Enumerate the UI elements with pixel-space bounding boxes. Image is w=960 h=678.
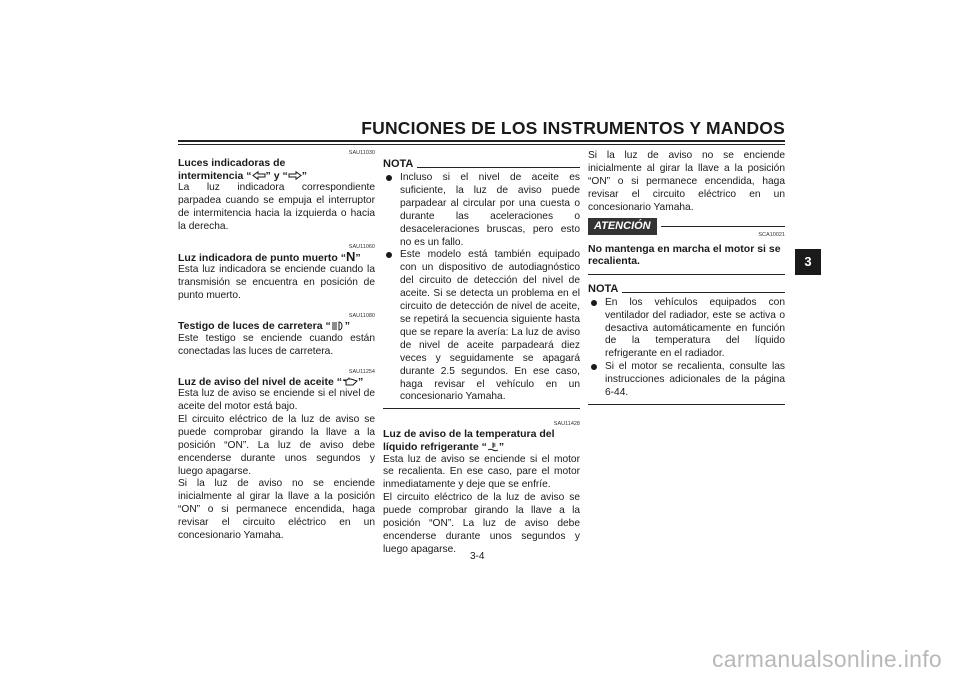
section-tab: 3 xyxy=(795,249,821,275)
header-rule-thin xyxy=(178,144,785,145)
left-arrow-icon xyxy=(252,171,266,180)
section-heading: Luz de aviso de la temperatura del líquido refrigerante “ ” xyxy=(383,428,555,453)
section-body: Este testigo se enciende cuando están conectadas las luces de carretera. xyxy=(178,332,375,357)
high-beam-icon xyxy=(331,321,345,331)
section-code: SAU11428 xyxy=(553,421,580,428)
section-code: SAU11060 xyxy=(348,243,375,250)
section-code: SAU11254 xyxy=(348,368,375,375)
atencion-end-rule xyxy=(588,274,785,275)
column-2 xyxy=(383,150,580,567)
page-number: 3-4 xyxy=(470,551,485,562)
right-arrow-icon xyxy=(288,171,302,180)
high-beam-section xyxy=(178,313,375,358)
section-body: Si la luz de aviso no se enciende inicialmente al girar la llave a la posición “ON” o si permanece encendida, haga revisar el circuito eléctrico en un concesionario Yamaha. xyxy=(178,478,375,542)
section-body: Si la luz de aviso no se enciende inicialmente al girar la llave a la posición “ON” o si permanece encendida, haga revisar el circuito eléctrico en un concesionario Yamaha. xyxy=(588,150,785,213)
list-item: Si el motor se recalienta, consulte las instrucciones adicionales de la página 6-44. xyxy=(588,361,785,400)
nota-heading: NOTA xyxy=(383,158,580,170)
bullet-icon xyxy=(386,252,392,258)
section-body: Esta luz de aviso se enciende si el motor se recalienta. En ese caso, pare el motor inmediatamente y deje que se enfríe. xyxy=(383,453,580,491)
list-item: En los vehículos equipados con ventilador del radiador, este se activa o desactiva automáticamente en función de la temperatura del líquido refrigerante en el radiador. xyxy=(588,297,785,362)
section-heading: Luz indicadora de punto muerto “N” xyxy=(178,248,361,264)
watermark: carmanualsonline.info xyxy=(711,646,942,672)
section-code: SCA10021 xyxy=(758,231,785,238)
list-item: Incluso si el nivel de aceite es suficiente, la luz de aviso puede parpadear al circular por una cuesta o durante las aceleraciones o desaceleraciones bruscas, pero esto no es un fallo. xyxy=(383,172,580,249)
nota-list xyxy=(383,172,580,404)
section-code: SAU11030 xyxy=(348,150,375,156)
oil-level-section xyxy=(178,369,375,543)
section-body: La luz indicadora correspondiente parpadea cuando se empuja el interruptor de intermitencia hacia la izquierda o hacia la derecha. xyxy=(178,182,375,232)
section-body: Esta luz indicadora se enciende cuando la transmisión se encuentra en posición de punto muerto. xyxy=(178,264,375,302)
atencion-box xyxy=(588,218,785,275)
section-code: SAU11080 xyxy=(348,313,375,320)
section-body: Esta luz de aviso se enciende si el nivel de aceite del motor está bajo. xyxy=(178,388,375,413)
nota-list xyxy=(588,297,785,400)
page-title: FUNCIONES DE LOS INSTRUMENTOS Y MANDOS xyxy=(361,118,785,138)
coolant-temp-section xyxy=(383,421,580,556)
neutral-section xyxy=(178,244,375,303)
list-item: Este modelo está también equipado con un dispositivo de autodiagnóstico del circuito de detección del nivel de aceite. Si se detecta un problema en el circuito de detección de nivel de aceite, se repetirá la secuencia siguiente hasta que se repare la avería: La luz de aviso de nivel de aceite parpadeará diez veces y seguidamente se apagará durante 2.5 segundos. En ese caso, haga revisar el vehículo en un concesionario Yamaha. xyxy=(383,249,580,404)
header-rule xyxy=(178,140,785,142)
column-3 xyxy=(588,150,785,405)
section-body: El circuito eléctrico de la luz de aviso se puede comprobar girando la llave a la posición “ON”. La luz de aviso debe encenderse durante unos segundos y luego apagarse. xyxy=(178,413,375,477)
nota-box xyxy=(383,158,580,409)
atencion-badge: ATENCIÓN xyxy=(588,218,657,235)
atencion-text: No mantenga en marcha el motor si se recalienta. xyxy=(588,242,781,268)
section-heading: Testigo de luces de carretera “ ” xyxy=(178,320,350,333)
bullet-icon xyxy=(386,175,392,181)
section-body: El circuito eléctrico de la luz de aviso se puede comprobar girando la llave a la posición “ON”. La luz de aviso debe encenderse durante unos segundos y luego apagarse. xyxy=(383,492,580,555)
bullet-icon xyxy=(591,364,597,370)
thermometer-icon xyxy=(487,442,499,452)
neutral-icon: N xyxy=(346,248,356,264)
bullet-icon xyxy=(591,300,597,306)
nota-heading: NOTA xyxy=(588,283,785,295)
turn-signal-section xyxy=(178,150,375,234)
nota-end-rule xyxy=(383,408,580,409)
section-heading: Luz de aviso del nivel de aceite “ ” xyxy=(178,375,364,388)
nota-end-rule xyxy=(588,404,785,405)
section-heading: Luces indicadoras de intermitencia “ ” y “ ” xyxy=(178,157,307,182)
oil-can-icon xyxy=(342,377,358,386)
column-1 xyxy=(178,150,375,553)
nota-box xyxy=(588,283,785,405)
